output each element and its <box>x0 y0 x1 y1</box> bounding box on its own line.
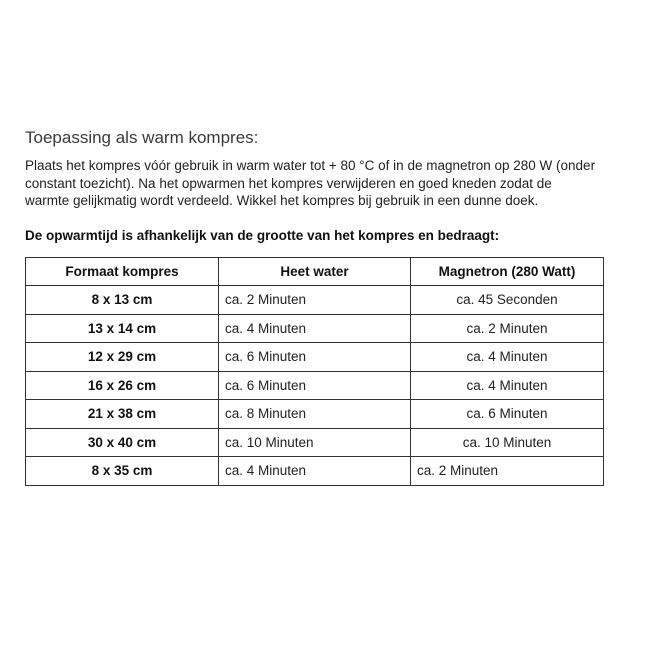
cell-water: ca. 2 Minuten <box>219 286 411 315</box>
table-row <box>26 314 604 343</box>
column-header-water: Heet water <box>219 257 411 286</box>
table-header-row <box>26 257 604 286</box>
cell-microwave: ca. 4 Minuten <box>411 343 604 372</box>
cell-water: ca. 10 Minuten <box>219 428 411 457</box>
section-heading: Toepassing als warm kompres: <box>25 128 259 147</box>
cell-water: ca. 8 Minuten <box>219 400 411 429</box>
cell-microwave: ca. 4 Minuten <box>411 371 604 400</box>
table-intro: De opwarmtijd is afhankelijk van de grootte van het kompres en bedraagt: <box>25 227 500 243</box>
table-row <box>26 343 604 372</box>
cell-size: 16 x 26 cm <box>26 371 219 400</box>
cell-water: ca. 4 Minuten <box>219 314 411 343</box>
cell-microwave: ca. 2 Minuten <box>411 314 604 343</box>
table-row <box>26 286 604 315</box>
paragraph-line: warmte gelijkmatig wordt verdeeld. Wikkel het kompres bij gebruik in een dunne doek. <box>25 193 539 208</box>
table-row <box>26 428 604 457</box>
column-header-size: Formaat kompres <box>26 257 219 286</box>
cell-size: 8 x 35 cm <box>26 457 219 486</box>
heating-times-table <box>25 257 604 486</box>
cell-size: 21 x 38 cm <box>26 400 219 429</box>
column-header-microwave: Magnetron (280 Watt) <box>411 257 604 286</box>
instructions-paragraph <box>25 157 605 210</box>
table-row <box>26 371 604 400</box>
paragraph-line: Plaats het kompres vóór gebruik in warm water tot + 80 °C of in de magnetron op 280 W (onder <box>25 158 596 173</box>
cell-water: ca. 6 Minuten <box>219 371 411 400</box>
paragraph-line: constant toezicht). Na het opwarmen het kompres verwijderen en goed kneden zodat de <box>25 175 552 191</box>
table-row <box>26 457 604 486</box>
cell-size: 12 x 29 cm <box>26 343 219 372</box>
cell-microwave: ca. 10 Minuten <box>411 428 604 457</box>
cell-microwave: ca. 2 Minuten <box>411 457 604 486</box>
document <box>25 127 605 486</box>
cell-water: ca. 4 Minuten <box>219 457 411 486</box>
cell-microwave: ca. 6 Minuten <box>411 400 604 429</box>
table-row <box>26 400 604 429</box>
cell-size: 8 x 13 cm <box>26 286 219 315</box>
cell-microwave: ca. 45 Seconden <box>411 286 604 315</box>
cell-size: 13 x 14 cm <box>26 314 219 343</box>
cell-size: 30 x 40 cm <box>26 428 219 457</box>
cell-water: ca. 6 Minuten <box>219 343 411 372</box>
